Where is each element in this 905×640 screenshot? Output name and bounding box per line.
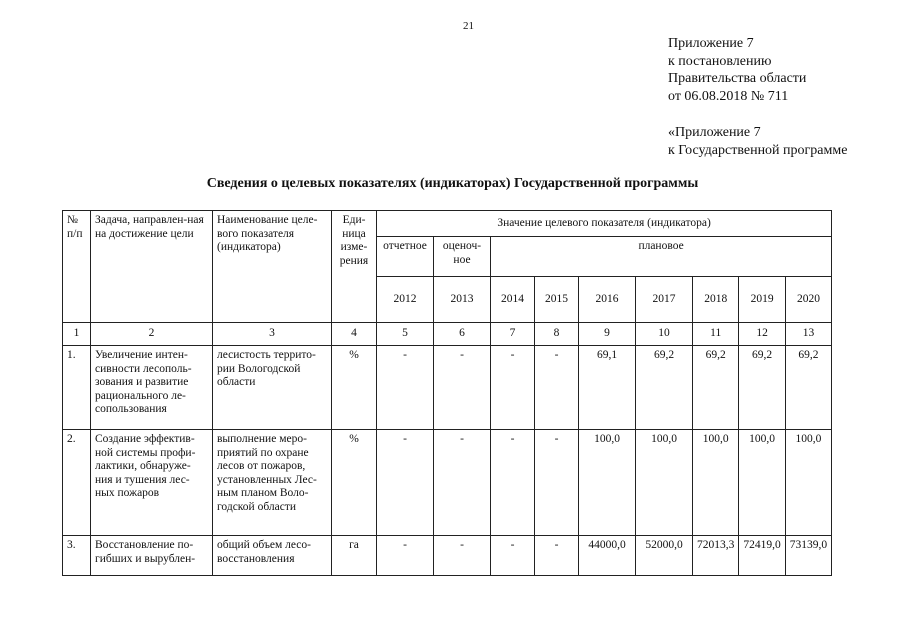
year-cell: 2015 xyxy=(535,277,579,323)
page-number: 21 xyxy=(463,20,474,32)
value-cell: - xyxy=(535,536,579,576)
row-num: 2. xyxy=(63,430,91,536)
appendix-subheader xyxy=(668,124,847,159)
column-number: 2 xyxy=(91,323,213,346)
year-cell: 2014 xyxy=(491,277,535,323)
row-num: 1. xyxy=(63,346,91,430)
column-number: 1 xyxy=(63,323,91,346)
row-unit: % xyxy=(332,346,377,430)
indicators-table-wrapper xyxy=(62,210,832,576)
header-planned: плановое xyxy=(491,237,832,277)
year-cell: 2013 xyxy=(434,277,491,323)
year-cell: 2012 xyxy=(377,277,434,323)
appendix2-line: «Приложение 7 xyxy=(668,125,761,140)
value-cell: - xyxy=(491,430,535,536)
column-number: 10 xyxy=(636,323,693,346)
appendix-line: от 06.08.2018 № 711 xyxy=(668,88,789,104)
value-cell: - xyxy=(434,430,491,536)
year-cell: 2018 xyxy=(693,277,739,323)
value-cell: 44000,0 xyxy=(579,536,636,576)
value-cell: 69,2 xyxy=(693,346,739,430)
value-cell: - xyxy=(377,430,434,536)
column-number: 9 xyxy=(579,323,636,346)
value-cell: 100,0 xyxy=(785,430,831,536)
appendix-line: Приложение 7 xyxy=(668,36,754,51)
row-indicator: лесистость террито-рии Вологодской области xyxy=(213,346,332,430)
appendix-line: к постановлению xyxy=(668,53,772,69)
value-cell: - xyxy=(535,346,579,430)
value-cell: 69,1 xyxy=(579,346,636,430)
column-number: 4 xyxy=(332,323,377,346)
table-row xyxy=(63,536,832,576)
header-num: № п/п xyxy=(63,211,91,323)
row-unit: га xyxy=(332,536,377,576)
column-number: 8 xyxy=(535,323,579,346)
value-cell: - xyxy=(491,536,535,576)
value-cell: 73139,0 xyxy=(785,536,831,576)
value-cell: - xyxy=(491,346,535,430)
value-cell: 100,0 xyxy=(579,430,636,536)
row-indicator: выполнение меро-приятий по охране лесов от пожаров, установленных Лес-ным планом Воло-годской области xyxy=(213,430,332,536)
column-number: 7 xyxy=(491,323,535,346)
year-cell: 2017 xyxy=(636,277,693,323)
header-reported: отчетное xyxy=(377,237,434,277)
row-task: Восстановление по-гибших и вырублен- xyxy=(91,536,213,576)
value-cell: 52000,0 xyxy=(636,536,693,576)
value-cell: 100,0 xyxy=(739,430,785,536)
row-task: Создание эффектив-ной системы профи-лактики, обнаруже-ния и тушения лес-ных пожаров xyxy=(91,430,213,536)
header-estimated: оценоч-ное xyxy=(434,237,491,277)
value-cell: 72419,0 xyxy=(739,536,785,576)
year-cell: 2020 xyxy=(785,277,831,323)
row-task: Увеличение интен-сивности лесополь-зования и развитие рационального ле-сопользования xyxy=(91,346,213,430)
year-cell: 2016 xyxy=(579,277,636,323)
table-row xyxy=(63,346,832,430)
value-cell: - xyxy=(535,430,579,536)
indicators-table xyxy=(62,210,832,576)
column-number: 11 xyxy=(693,323,739,346)
value-cell: 100,0 xyxy=(693,430,739,536)
column-number: 5 xyxy=(377,323,434,346)
document-title: Сведения о целевых показателях (индикаторах) Государственной программы xyxy=(206,176,699,191)
year-cell: 2019 xyxy=(739,277,785,323)
row-unit: % xyxy=(332,430,377,536)
appendix2-line: к Государственной программе xyxy=(668,142,848,158)
row-num: 3. xyxy=(63,536,91,576)
value-cell: - xyxy=(377,536,434,576)
value-cell: - xyxy=(434,346,491,430)
column-number: 12 xyxy=(739,323,785,346)
column-number: 13 xyxy=(785,323,831,346)
value-cell: 72013,3 xyxy=(693,536,739,576)
value-cell: 69,2 xyxy=(739,346,785,430)
header-unit: Еди-ница изме-рения xyxy=(332,211,377,323)
value-cell: - xyxy=(377,346,434,430)
appendix-header xyxy=(668,35,806,105)
row-indicator: общий объем лесо-восстановления xyxy=(213,536,332,576)
appendix-line: Правительства области xyxy=(668,71,807,86)
value-cell: 69,2 xyxy=(636,346,693,430)
value-cell: - xyxy=(434,536,491,576)
header-indicator: Наименование целе-вого показателя (индикатора) xyxy=(213,211,332,323)
column-number-row xyxy=(63,323,832,346)
table-row xyxy=(63,430,832,536)
column-number: 3 xyxy=(213,323,332,346)
header-task: Задача, направлен-ная на достижение цели xyxy=(91,211,213,323)
value-cell: 69,2 xyxy=(785,346,831,430)
column-number: 6 xyxy=(434,323,491,346)
header-value: Значение целевого показателя (индикатора) xyxy=(377,211,832,237)
value-cell: 100,0 xyxy=(636,430,693,536)
